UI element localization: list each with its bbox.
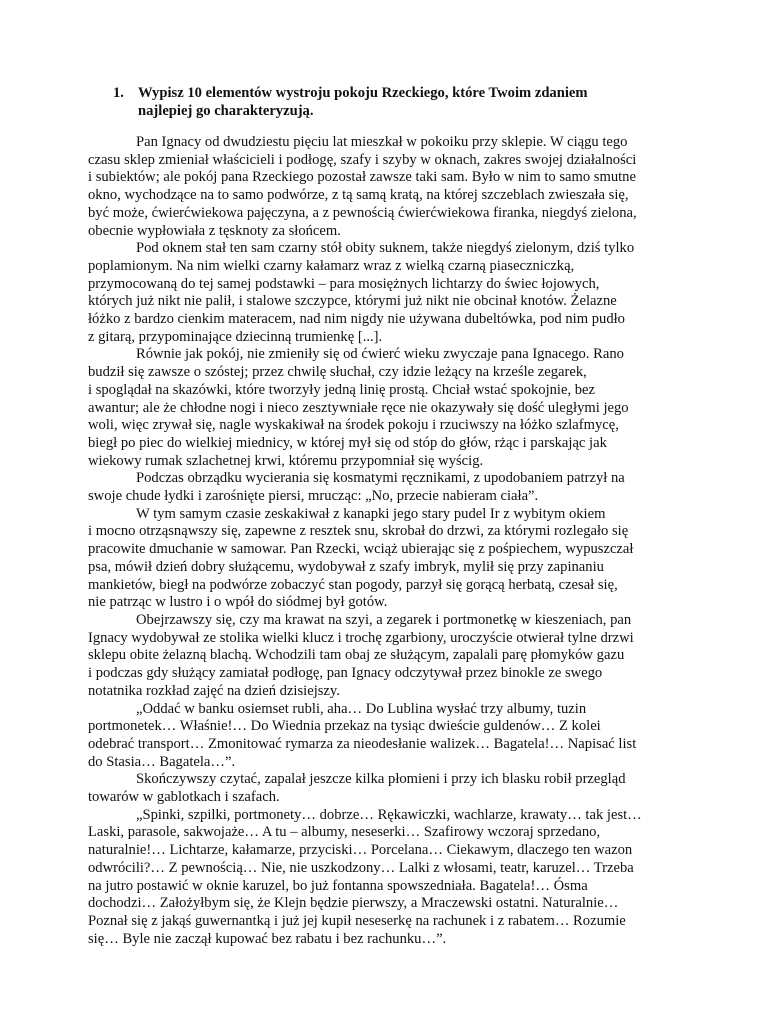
paragraph [88,346,692,470]
paragraph [88,240,692,346]
text-line: Obejrzawszy się, czy ma krawat na szyi, a zegarek i portmonetkę w kieszeniach, pan [136,611,632,628]
text-line: budził się zawsze o szóstej; przez chwilę słuchał, czy idzie leżący na krześle zegarek, [88,364,587,381]
text-line: i spoglądał na skazówki, które tworzyły jedną linię prostą. Chciał wstać spokojnie, bez [88,381,595,398]
text-line: nie patrząc w lustro i o wpół do siódmej był gotów. [88,594,388,611]
text-line: i subiektów; ale pokój pana Rzeckiego pozostał zawsze taki sam. Było w nim to samo smutne [88,169,636,186]
text-line: sklepu obite żelazną blachą. Wchodzili tam obaj ze służącym, zapalali parę płomyków gazu [88,647,625,664]
text-line: swoje chude łydki i zarośnięte piersi, mrucząc: „No, przecie nabieram ciała”. [88,488,539,505]
paragraph [88,506,692,612]
text-line: W tym samym czasie zeskakiwał z kanapki jego stary pudel Ir z wybitym okiem [136,505,606,522]
text-line: Skończywszy czytać, zapalał jeszcze kilka płomieni i przy ich blasku robił przegląd [136,771,626,788]
text-line: i mocno otrząsnąwszy się, zapewne z resztek snu, skrobał do drzwi, za którymi rozlegało się [88,523,629,540]
task-instruction [113,84,673,120]
text-line: mankietów, biegł na podwórze zobaczyć stan pogody, parzył się gorącą herbatą, czesał się, [88,576,618,593]
text-line: pracowite dmuchanie w samowar. Pan Rzecki, wciąż ubierając się z pośpiechem, wypuszczał [88,541,634,558]
text-line: się… Byle nie zaczął kupować bez rabatu i bez rachunku…”. [88,930,447,947]
text-line: obecnie wypłowiała z tęsknoty za słońcem. [88,222,341,239]
paragraph [88,470,692,505]
text-line: Pan Ignacy od dwudziestu pięciu lat mieszkał w pokoiku przy sklepie. W ciągu tego [136,134,628,150]
paragraph [88,771,692,806]
task-line: Wypisz 10 elementów wystroju pokoju Rzeckiego, które Twoim zdaniem [138,85,588,101]
paragraph [88,612,692,701]
paragraph [88,701,692,772]
task-number: 1. [113,85,124,101]
excerpt-text [88,134,692,948]
text-line: i podczas gdy służący zamiatał podłogę, pan Ignacy odczytywał przez binokle ze swego [88,665,603,682]
text-line: których już nikt nie palił, i stalowe szczypce, którymi już nikt nie obcinał knotów. Żelazne [88,293,617,310]
text-line: „Spinki, szpilki, portmonety… dobrze… Rękawiczki, wachlarze, krawaty… tak jest… [136,806,642,823]
task-text [138,84,673,120]
text-line: „Oddać w banku osiemset rubli, aha… Do Lublina wysłać trzy albumy, tuzin [136,700,587,717]
text-line: naturalnie!… Lichtarze, kałamarze, przyciski… Porcelana… Ciekawym, dlaczego ten wazon [88,842,633,859]
text-line: łóżko z bardzo cienkim materacem, nad nim nigdy nie używana dubeltówka, pod nim pudło [88,311,625,328]
text-line: Poznał się z jakąś guwernantką i już jej kupił neseserkę na rachunek i z rabatem… Rozumie [88,912,626,929]
text-line: odwrócili?… Z pewnością… Nie, nie uszkodzony… Lalki z włosami, teatr, karuzel… Trzeba [88,859,634,876]
text-line: z gitarą, przypominające dziecinną trumienkę [...]. [88,328,383,345]
text-line: poplamionym. Na nim wielki czarny kałamarz wraz z wielką czarną piaseczniczką, [88,257,575,274]
text-line: być może, ćwierćwiekowa pajęczyna, a z pewnością ćwierćwiekowa firanka, niegdyś zielona, [88,204,637,221]
paragraph [88,807,692,949]
text-line: portmonetek… Właśnie!… Do Wiednia przekaz na tysiąc dwieście guldenów… Z kolei [88,718,601,735]
text-line: notatnika rozkład zajęć na dzień dzisiejszy. [88,682,340,699]
text-line: na jutro postawić w oknie karuzel, bo już fontanna spowszedniała. Bagatela!… Ósma [88,877,588,894]
text-line: Podczas obrządku wycierania się kosmatymi ręcznikami, z upodobaniem patrzył na [136,470,625,487]
task-line: najlepiej go charakteryzują. [138,103,314,119]
text-line: awantur; ale że chłodne nogi i nieco zesztywniałe ręce nie okazywały się dość uległymi jego [88,399,629,416]
text-line: wiekowy rumak szlachetnej krwi, któremu przypomniał się wyścig. [88,452,484,469]
text-line: przymocowaną do tej samej podstawki – para mosiężnych lichtarzy do świec łojowych, [88,275,600,292]
text-line: do Stasia… Bagatela…”. [88,753,236,770]
text-line: Ignacy wydobywał ze stolika wielki klucz i trochę zgarbiony, uroczyście otwierał tylne drzwi [88,629,634,646]
text-line: odebrać transport… Zmonitować rymarza za nieodesłanie walizek… Bagatela!… Napisać list [88,735,637,752]
text-line: dochodzi… Założyłbym się, że Klejn będzie pierwszy, a Mraczewski ostatni. Naturalnie… [88,895,619,912]
text-line: towarów w gablotkach i szafach. [88,789,280,806]
text-line: biegł po piec do wielkiej miednicy, w której mył się od stóp do głów, rżąc i parskając jak [88,434,607,451]
text-line: czasu sklep zmieniał właścicieli i podłogę, szafy i szyby w oknach, zakres swojej działalności [88,151,637,168]
text-line: Równie jak pokój, nie zmieniły się od ćwierć wieku zwyczaje pana Ignacego. Rano [136,346,624,363]
text-line: psa, mówił dzień dobry służącemu, wydobywał z szafy imbryk, mylił się przy zapinaniu [88,558,604,575]
text-line: Pod oknem stał ten sam czarny stół obity suknem, także niegdyś zielonym, dziś tylko [136,240,635,257]
paragraph [88,134,692,240]
text-line: okno, wychodzące na to samo podwórze, z tą samą kratą, na której szczeblach zwieszała się, [88,187,629,204]
text-line: woli, więc zrywał się, nagle wyskakiwał na środek pokoju i rzuciwszy na łóżko szlafmycę, [88,417,619,434]
text-line: Laski, parasole, sakwojaże… A tu – albumy, neseserki… Szafirowy wczoraj sprzedano, [88,824,601,841]
